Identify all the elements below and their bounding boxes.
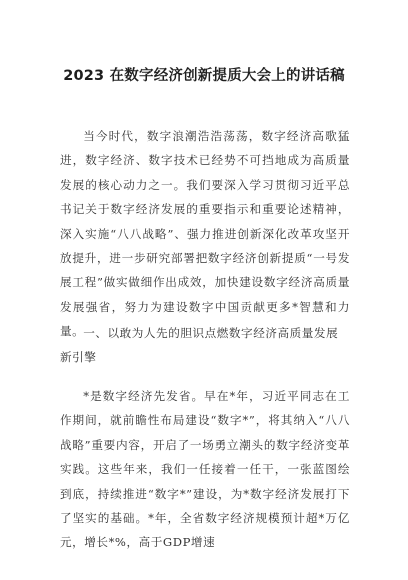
section-heading: 一、以敢为人先的胆识点燃数字经济高质量发展新引擎 bbox=[60, 326, 339, 365]
document-title: 2023 在数字经济创新提质大会上的讲话稿 bbox=[63, 68, 345, 84]
intro-paragraph: 当今时代，数字浪潮浩浩荡荡，数字经济高歌猛进，数字经济、数字技术已经势不可挡地成为高质量发展的核心动力之一。我们要深入学习贯彻习近平总书记关于数字经济发展的重要指示和重要论述精神，深入实施“八八战略”、强力推进创新深化改革攻坚开放提升，进一步研究部署把数字经济创新提质“一号发展工程”做实做细作出成效，加快建设数字经济高质量发展强省，努力为建设数字中国贡献更多*智慧和力量。 bbox=[60, 129, 350, 339]
body-paragraph: *是数字经济先发省。早在*年，习近平同志在工作期间，就前瞻性布局建设“数字*”，将其纳入“八八战略”重要内容，开启了一场勇立潮头的数字经济变革实践。这些年来，我们一任接着一任干，一张蓝图绘到底，持续推进“数字*”建设，为*数字经济发展打下了坚实的基础。*年，全省数字经济规模预计超*万亿元，增长*%，高于GDP增速 bbox=[60, 389, 350, 550]
